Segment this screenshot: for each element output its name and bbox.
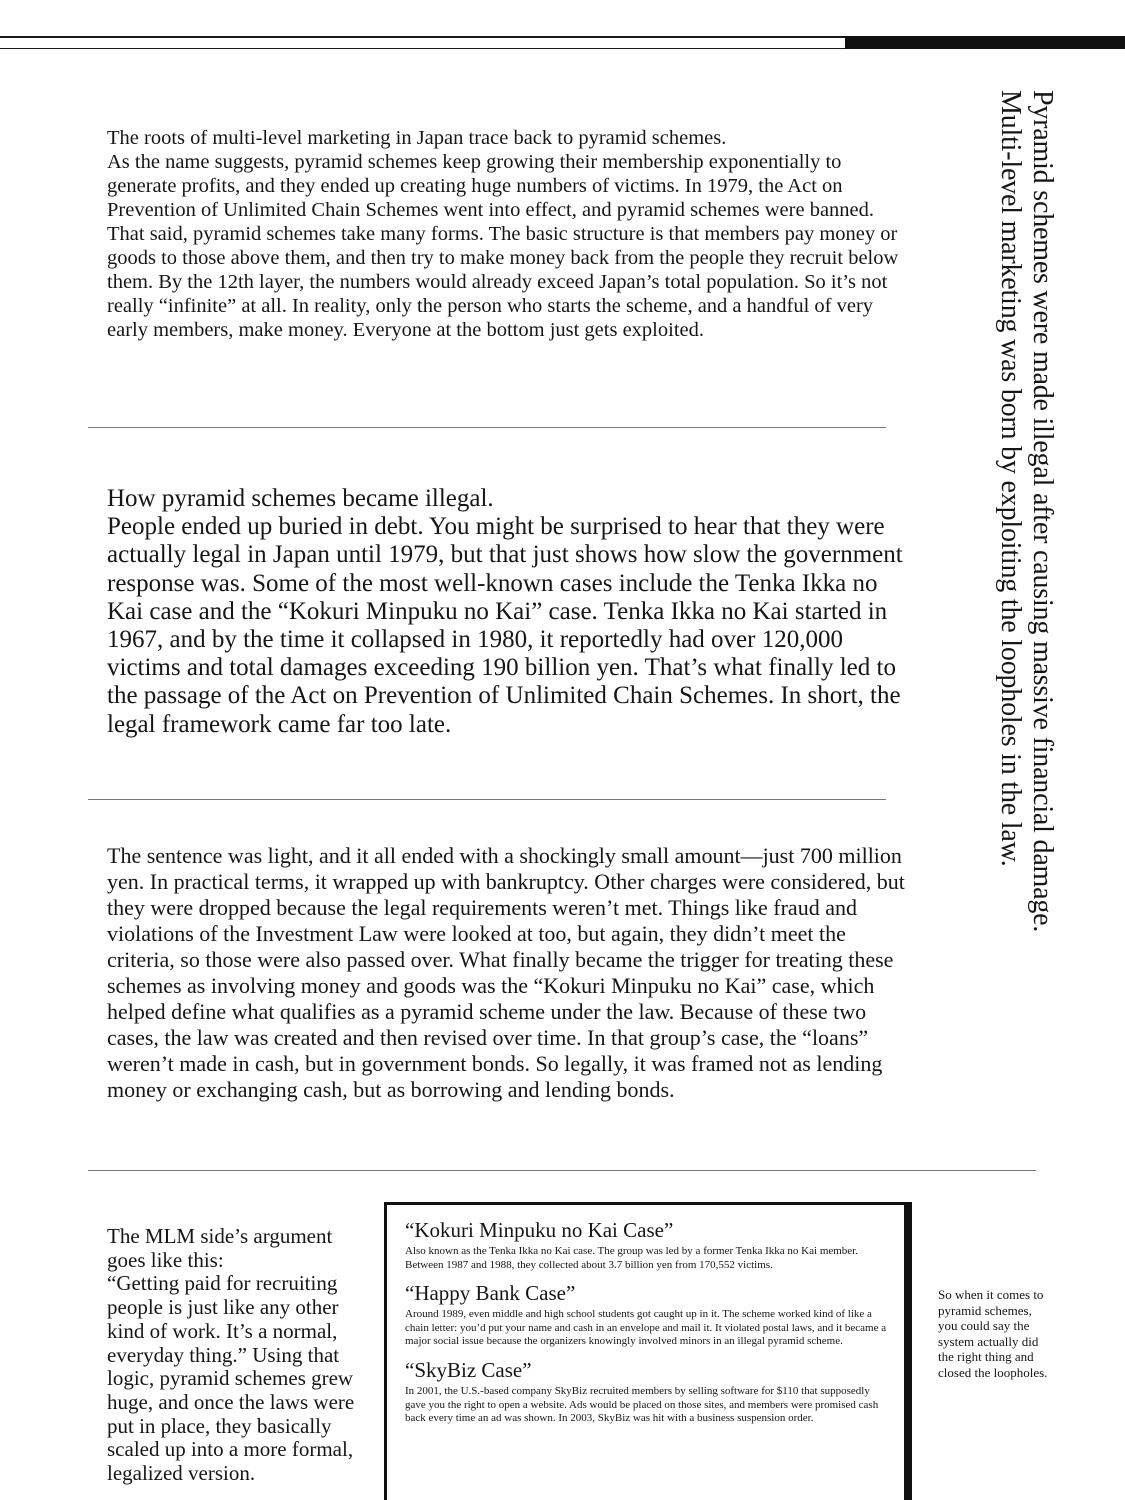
section-divider-1	[88, 427, 886, 428]
header-rule-thick	[845, 36, 1125, 49]
case-body: Around 1989, even middle and high school students got caught up in it. The scheme worked kind of like a chain letter: you’d put your name and cash in an envelope and mail it. It violated postal laws, and it became a major social issue because the organizers knowingly involved minors in an illegal pyramid scheme.	[405, 1308, 887, 1348]
vertical-headline-line-1: Pyramid schemes were made illegal after causing massive financial damage.	[1027, 90, 1058, 933]
mlm-argument	[107, 1225, 372, 1486]
header-rule-thin	[0, 36, 845, 38]
case-title: “Kokuri Minpuku no Kai Case”	[405, 1218, 674, 1242]
vertical-headline-line-2: Multi-level marketing was born by exploiting the loopholes in the law.	[995, 90, 1026, 867]
intro-lead: The roots of multi-level marketing in Japan trace back to pyramid schemes.	[107, 127, 727, 149]
intro-body: As the name suggests, pyramid schemes keep growing their membership exponentially to generate profits, and they ended up creating huge numbers of victims. In 1979, the Act on Prevention of Unlimited Chain Schemes went into effect, and pyramid schemes were banned. That said, pyramid schemes take many forms. The basic structure is that members pay money or goods to those above them, and then try to make money back from the people they recruit below them. By the 12th layer, the numbers would already exceed Japan’s total population. So it’s not really “infinite” at all. In reality, only the person who starts the scheme, and a handful of very early members, make money. Everyone at the bottom just gets exploited.	[107, 151, 899, 341]
sentence-body: The sentence was light, and it all ended with a shockingly small amount—just 700 million yen. In practical terms, it wrapped up with bankruptcy. Other charges were considered, but they were dropped because the legal requirements weren’t met. Things like fraud and violations of the Investment Law were looked at too, but again, they didn’t meet the criteria, so those were also passed over. What finally became the trigger for treating these schemes as involving money and goods was the “Kokuri Minpuku no Kai” case, which helped define what qualifies as a pyramid scheme under the law. Because of these two cases, the law was created and then revised over time. In that group’s case, the “loans” weren’t made in cash, but in government bonds. So legally, it was framed not as lending money or exchanging cash, but as borrowing and lending bonds.	[107, 843, 905, 1102]
cases-box	[384, 1202, 912, 1500]
case-title: “SkyBiz Case”	[405, 1357, 532, 1382]
section-divider-2	[88, 799, 886, 800]
sentence-section	[107, 843, 907, 1103]
case-body: Also known as the Tenka Ikka no Kai case. The group was led by a former Tenka Ikka no Kai member. Between 1987 and 1988, they collected about 3.7 billion yen from 170,552 victims.	[405, 1245, 858, 1271]
side-note: So when it comes to pyramid schemes, you could say the system actually did the right thing and closed the loopholes.	[938, 1287, 1048, 1380]
vertical-headline	[978, 90, 1058, 1170]
case-body: In 2001, the U.S.-based company SkyBiz recruited members by selling software for $110 that supposedly gave you the right to open a website. Ads would be placed on those sites, and members were promised cash back every time an ad was shown. In 2003, SkyBiz was hit with a business suspension order.	[405, 1384, 879, 1425]
case-title: “Happy Bank Case”	[405, 1281, 576, 1306]
intro-section	[107, 126, 907, 342]
mlm-argument-quote: “Getting paid for recruiting people is just like any other kind of work. It’s a normal, everyday thing.” Using that logic, pyramid schemes grew huge, and once the laws were put in place, they basically scaled up into a more formal, legalized version.	[107, 1271, 355, 1486]
header-rule-under	[0, 48, 845, 49]
illegal-section	[107, 485, 907, 739]
section-divider-3	[88, 1170, 1036, 1171]
mlm-argument-lead: The MLM side’s argument goes like this:	[107, 1224, 333, 1272]
illegal-body: People ended up buried in debt. You might be surprised to hear that they were actually legal in Japan until 1979, but that just shows how slow the government response was. Some of the most well-known cases include the Tenka Ikka no Kai case and the “Kokuri Minpuku no Kai” case. Tenka Ikka no Kai started in 1967, and by the time it collapsed in 1980, it reportedly had over 120,000 victims and total damages exceeding 190 billion yen. That’s what finally led to the passage of the Act on Prevention of Unlimited Chain Schemes. In short, the legal framework came far too late.	[107, 513, 903, 738]
illegal-lead: How pyramid schemes became illegal.	[107, 485, 494, 512]
